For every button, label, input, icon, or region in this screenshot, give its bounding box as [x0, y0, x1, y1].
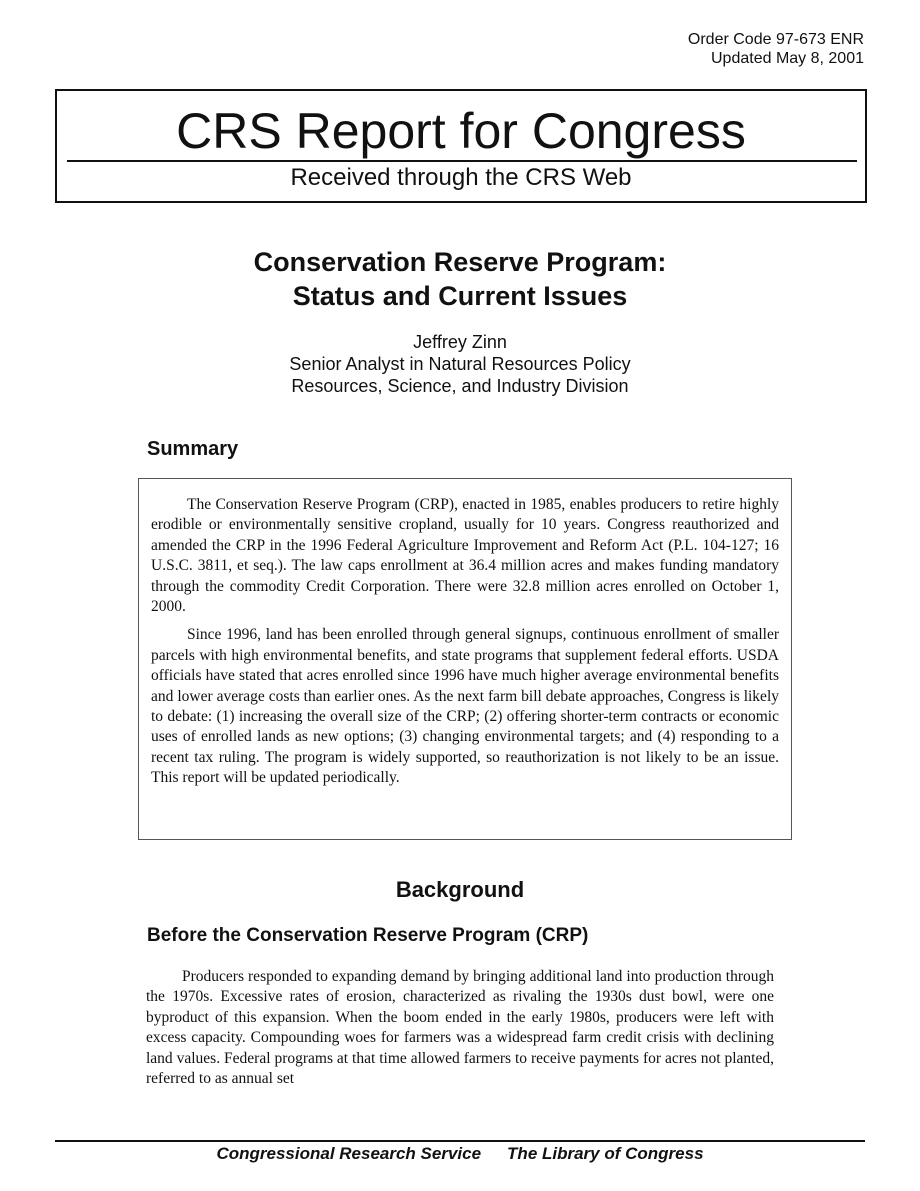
author-block: [0, 331, 920, 397]
masthead-title: [57, 101, 865, 161]
masthead-subtitle: Received through the CRS Web: [290, 164, 632, 191]
order-code-block: [688, 30, 864, 68]
footer-rule: [55, 1140, 865, 1142]
document-title: [0, 245, 920, 313]
background-heading: Background: [395, 877, 525, 902]
section-subheading: Before the Conservation Reserve Program (CRP): [147, 925, 589, 946]
order-code: Order Code 97-673 ENR: [687, 31, 864, 48]
footer-right: The Library of Congress: [507, 1144, 704, 1163]
author-title: Senior Analyst in Natural Resources Policy: [289, 354, 631, 374]
author-name: Jeffrey Zinn: [413, 332, 507, 352]
summary-box: [138, 478, 792, 840]
document-title-line2: Status and Current Issues: [292, 281, 628, 311]
footer: [0, 1143, 920, 1165]
masthead-title-text: CRS Report for Congress: [172, 103, 750, 159]
author-division: Resources, Science, and Industry Division: [291, 376, 629, 396]
document-title-line1: Conservation Reserve Program:: [253, 247, 667, 277]
body-paragraph-1: Producers responded to expanding demand by bringing additional land into production through the 1970s. Excessive rates of erosion, characterized as rivaling the 1930s dust bowl, were one byproduct of this expansion. When the boom ended in the early 1980s, producers were left with excess capacity. Compounding woes for farmers was a widespread farm credit crisis with declining land values. Federal programs at that time allowed farmers to receive payments for acres not planted, referred to as annual set: [146, 968, 774, 1088]
body-text: [146, 967, 774, 1097]
summary-heading: Summary: [147, 438, 239, 460]
masthead-box: [55, 89, 867, 203]
summary-paragraph-1: The Conservation Reserve Program (CRP), enacted in 1985, enables producers to retire highly erodible or environmentally sensitive cropland, usually for 10 years. Congress reauthorized and amended the CRP in the 1996 Federal Agriculture Improvement and Reform Act (P.L. 104-127; 16 U.S.C. 3811, et seq.). The law caps enrollment at 36.4 million acres and makes funding mandatory through the commodity Credit Corporation. There were 32.8 million acres enrolled on October 1, 2000.: [151, 496, 779, 616]
summary-paragraph-2: Since 1996, land has been enrolled through general signups, continuous enrollment of smaller parcels with high environmental benefits, and state programs that supplement federal efforts. USDA officials have stated that acres enrolled since 1996 have much higher average environmental benefits and lower average costs than earlier ones. As the next farm bill debate approaches, Congress is likely to debate: (1) increasing the overall size of the CRP; (2) offering shorter-term contracts or economic uses of enrolled lands as new options; (3) changing environmental targets; and (4) responding to a recent tax ruling. The program is widely supported, so reauthorization is not likely to be an issue. This report will be updated periodically.: [151, 626, 779, 787]
updated-date: Updated May 8, 2001: [711, 50, 864, 67]
footer-left: Congressional Research Service: [216, 1144, 482, 1163]
